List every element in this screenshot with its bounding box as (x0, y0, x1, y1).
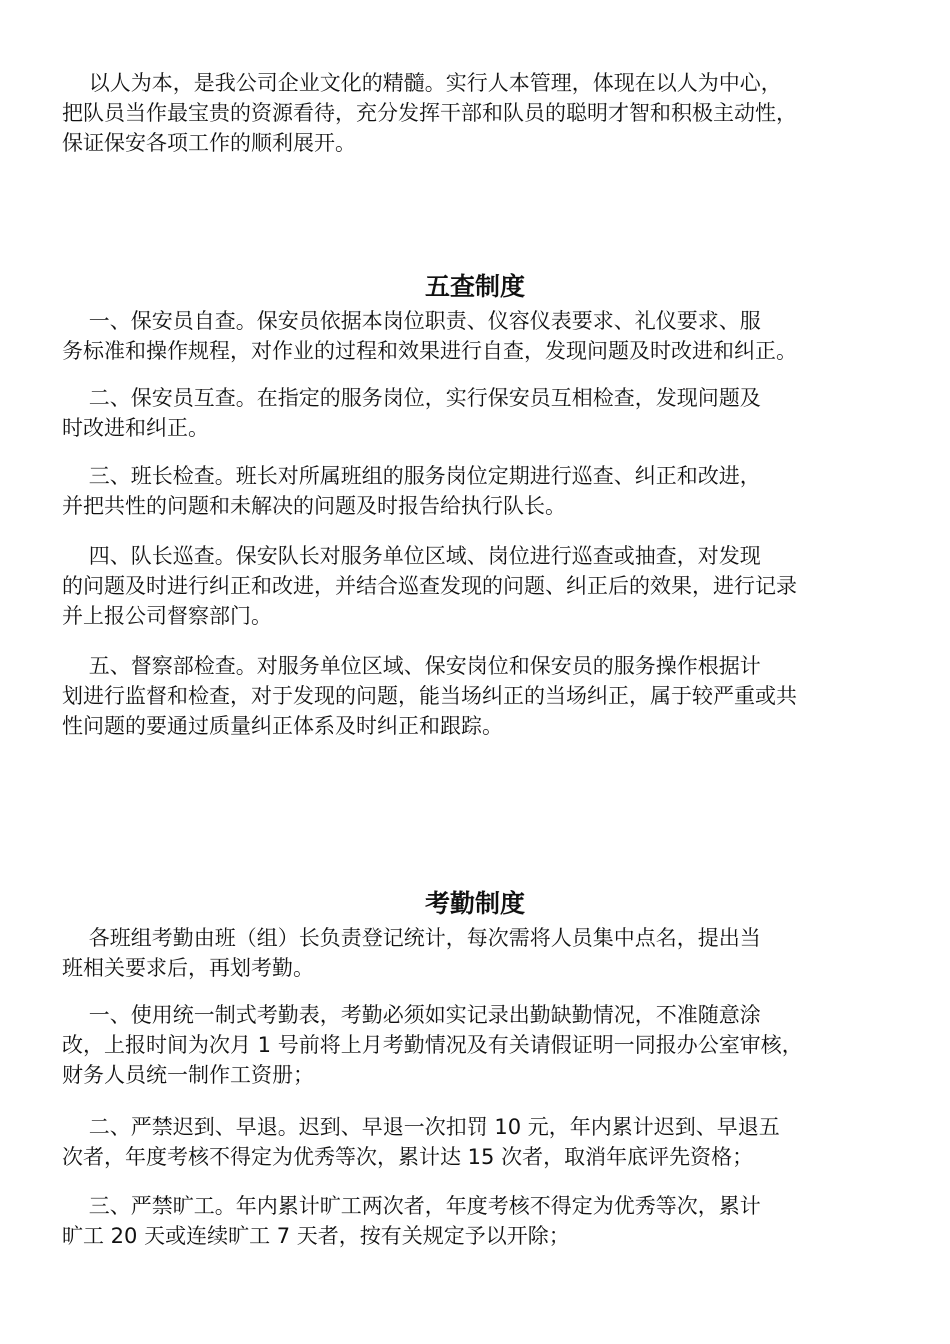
paragraph-line: 旷工 20 天或连续旷工 7 天者，按有关规定予以开除； (62, 1224, 570, 1248)
paragraph-line: 一、使用统一制式考勤表，考勤必须如实记录出勤缺勤情况，不准随意涂 (62, 1003, 761, 1027)
paragraph-line: 次者，年度考核不得定为优秀等次，累计达 15 次者，取消年底评先资格； (62, 1145, 754, 1169)
attendance-item-2 (62, 1112, 892, 1172)
paragraph-line: 务标准和操作规程，对作业的过程和效果进行自查，发现问题及时改进和纠正。 (62, 339, 797, 363)
five-checks-item-3 (62, 461, 892, 521)
paragraph-line: 各班组考勤由班（组）长负责登记统计，每次需将人员集中点名，提出当 (62, 926, 761, 950)
paragraph-line: 改，上报时间为次月 1 号前将上月考勤情况及有关请假证明一同报办公室审核， (62, 1033, 803, 1057)
paragraph-line: 并把共性的问题和未解决的问题及时报告给执行队长。 (62, 494, 566, 518)
paragraph-line: 并上报公司督察部门。 (62, 604, 272, 628)
paragraph-line: 五、督察部检查。对服务单位区域、保安岗位和保安员的服务操作根据计 (62, 654, 761, 678)
intro-paragraph (62, 68, 892, 158)
five-checks-item-1 (62, 306, 892, 366)
paragraph-line: 一、保安员自查。保安员依据本岗位职责、仪容仪表要求、礼仪要求、服 (62, 309, 761, 333)
intro-line: 保证保安各项工作的顺利展开。 (62, 131, 356, 155)
paragraph-line: 二、严禁迟到、早退。迟到、早退一次扣罚 10 元，年内累计迟到、早退五 (62, 1115, 780, 1139)
paragraph-line: 的问题及时进行纠正和改进，并结合巡查发现的问题、纠正后的效果，进行记录 (62, 574, 797, 598)
paragraph-line: 二、保安员互查。在指定的服务岗位，实行保安员互相检查，发现问题及 (62, 386, 761, 410)
paragraph-line: 性问题的要通过质量纠正体系及时纠正和跟踪。 (62, 714, 503, 738)
paragraph-line: 班相关要求后，再划考勤。 (62, 956, 314, 980)
attendance-item-3 (62, 1191, 892, 1251)
paragraph-line: 财务人员统一制作工资册； (62, 1063, 314, 1087)
attendance-title: 考勤制度 (424, 889, 525, 918)
paragraph-line: 时改进和纠正。 (62, 416, 209, 440)
five-checks-item-4 (62, 541, 892, 631)
paragraph-line: 四、队长巡查。保安队长对服务单位区域、岗位进行巡查或抽查，对发现 (62, 544, 761, 568)
attendance-item-1 (62, 1000, 892, 1090)
attendance-intro (62, 923, 892, 983)
intro-line: 把队员当作最宝贵的资源看待，充分发挥干部和队员的聪明才智和积极主动性， (62, 101, 797, 125)
five-checks-title: 五查制度 (424, 272, 525, 301)
five-checks-item-2 (62, 383, 892, 443)
five-checks-item-5 (62, 651, 892, 741)
paragraph-line: 三、严禁旷工。年内累计旷工两次者，年度考核不得定为优秀等次，累计 (62, 1194, 761, 1218)
paragraph-line: 划进行监督和检查，对于发现的问题，能当场纠正的当场纠正，属于较严重或共 (62, 684, 797, 708)
paragraph-line: 三、班长检查。班长对所属班组的服务岗位定期进行巡查、纠正和改进， (62, 464, 761, 488)
intro-line: 以人为本，是我公司企业文化的精髓。实行人本管理，体现在以人为中心， (62, 71, 782, 95)
